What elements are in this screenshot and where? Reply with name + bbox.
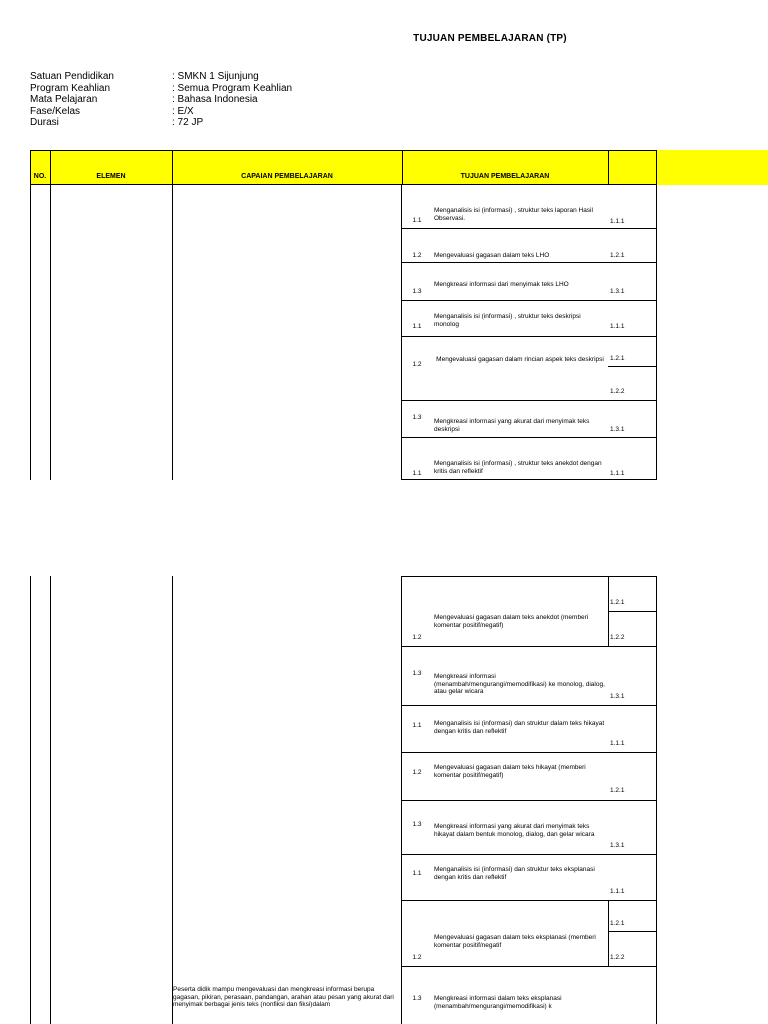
tp-number: 1.2 xyxy=(412,252,422,259)
meta-row-satuan xyxy=(30,71,292,83)
tp-text: Mengevaluasi gagasan dalam rincian aspek teks deskripsi xyxy=(436,356,604,363)
header-elemen: ELEMEN xyxy=(96,173,126,180)
tp-code: 1.3.1 xyxy=(610,288,625,295)
meta-value: : Semua Program Keahlian xyxy=(172,82,293,94)
meta-block xyxy=(30,71,292,129)
tp-text: Mengkreasi informasi dari menyimak teks LHO xyxy=(434,281,569,288)
tp-number: 1.3 xyxy=(412,995,422,1002)
grid-line xyxy=(30,576,31,1024)
grid-line xyxy=(401,854,656,855)
header-no: NO. xyxy=(33,173,47,180)
grid-line xyxy=(50,576,51,1024)
tp-code: 1.1.1 xyxy=(610,218,625,225)
tp-code: 1.2.2 xyxy=(610,634,625,641)
tp-code: 1.3.1 xyxy=(610,426,625,433)
meta-value: : E/X xyxy=(172,105,194,117)
tp-number: 1.2 xyxy=(412,769,422,776)
tp-number: 1.1 xyxy=(412,470,422,477)
grid-line xyxy=(401,336,656,337)
grid-line xyxy=(30,150,31,480)
grid-line xyxy=(401,262,656,263)
grid-line xyxy=(401,966,656,967)
tp-text: Menganalisis isi (informasi) , struktur teks anekdot dengan kritis dan reflektif xyxy=(434,460,602,475)
grid-line xyxy=(402,150,403,185)
grid-line xyxy=(608,931,656,932)
tp-code: 1.1.1 xyxy=(610,740,625,747)
grid-line xyxy=(656,576,657,1024)
header-tujuan: TUJUAN PEMBELAJARAN xyxy=(460,173,550,180)
grid-line xyxy=(401,800,656,801)
header-capaian: CAPAIAN PEMBELAJARAN xyxy=(241,173,333,180)
grid-line xyxy=(401,228,656,229)
grid-line xyxy=(401,479,656,480)
meta-label: Program Keahlian xyxy=(30,82,111,94)
tp-number: 1.3 xyxy=(412,821,422,828)
grid-line xyxy=(401,437,656,438)
meta-label: Fase/Kelas xyxy=(30,105,81,117)
tp-text: Mengkreasi informasi yang akurat dari menyimak teks deskripsi xyxy=(434,418,590,433)
tp-code: 1.1.1 xyxy=(610,323,625,330)
tp-text: Menganalisis isi (informasi) , struktur teks laporan Hasil Observasi. xyxy=(434,207,593,222)
grid-line xyxy=(30,184,656,185)
tp-text: Mengevaluasi gagasan dalam teks anekdot (memberi komentar positif/negatif) xyxy=(434,614,589,629)
tp-code: 1.3.1 xyxy=(610,693,625,700)
grid-line xyxy=(608,611,656,612)
tp-code: 1.3.1 xyxy=(610,842,625,849)
grid-line xyxy=(401,646,656,647)
meta-label: Mata Pelajaran xyxy=(30,94,98,105)
grid-line xyxy=(172,150,173,480)
grid-line xyxy=(608,150,609,185)
grid-line xyxy=(401,300,656,301)
tp-text: Mengevaluasi gagasan dalam teks hikayat (memberi komentar positif/negatif) xyxy=(434,764,586,779)
tp-number: 1.1 xyxy=(412,722,422,729)
tp-number: 1.3 xyxy=(412,288,422,295)
meta-label: Durasi xyxy=(30,117,59,128)
meta-row-mapel xyxy=(30,94,292,106)
grid-line xyxy=(172,576,173,1024)
tp-code: 1.1.1 xyxy=(610,888,625,895)
tp-code: 1.2.1 xyxy=(610,355,625,362)
tp-number: 1.3 xyxy=(412,414,422,421)
tp-code: 1.2.1 xyxy=(610,787,625,794)
tp-code: 1.2.1 xyxy=(610,252,625,259)
tp-number: 1.2 xyxy=(412,634,422,641)
tp-code: 1.2.1 xyxy=(610,920,625,927)
tp-number: 1.2 xyxy=(412,361,422,368)
grid-line xyxy=(30,150,656,151)
capaian-pembelajaran-text: Peserta didik mampu mengevaluasi dan mengkreasi informasi berupa gagasan, pikiran, perasaan, pandangan, arahan atau pesan yang akurat dari menyimak berbagai jenis teks (nonfiksi dan fiksi)dalam xyxy=(173,986,394,1008)
document-title: TUJUAN PEMBELAJARAN (TP) xyxy=(413,33,567,44)
tp-text: Menganalisis isi (informasi) dan struktur dalam teks hikayat dengan kritis dan reflektif xyxy=(434,720,605,735)
tp-text: Menganalisis isi (informasi) dan struktur teks eksplanasi dengan kritis dan reflektif xyxy=(434,866,595,881)
tp-number: 1.2 xyxy=(412,954,422,961)
meta-row-program xyxy=(30,83,292,95)
tp-code: 1.2.2 xyxy=(610,954,625,961)
grid-line xyxy=(656,184,657,480)
header-extension xyxy=(656,150,768,185)
tp-text: Menganalisis isi (informasi) , struktur teks deskripsi monolog xyxy=(434,313,581,328)
grid-line xyxy=(608,366,656,367)
grid-line xyxy=(401,900,656,901)
meta-value: : Bahasa Indonesia xyxy=(172,94,258,105)
tp-text: Mengevaluasi gagasan dalam teks LHO xyxy=(434,252,550,259)
grid-line xyxy=(50,150,51,480)
meta-value: : 72 JP xyxy=(172,117,204,128)
tp-text: Mengkreasi informasi dalam teks eksplanasi (menambah/mengurangi/memodifikasi) k xyxy=(434,995,562,1010)
grid-line xyxy=(656,150,657,185)
meta-label: Satuan Pendidikan xyxy=(30,71,114,82)
tp-code: 1.2.1 xyxy=(610,599,625,606)
grid-line xyxy=(401,400,656,401)
tp-text: Mengevaluasi gagasan dalam teks eksplanasi (memberi komentar positif/negatif xyxy=(434,934,596,949)
tp-number: 1.1 xyxy=(412,870,422,877)
grid-line xyxy=(401,705,656,706)
tp-number: 1.1 xyxy=(412,323,422,330)
meta-value: : SMKN 1 Sijunjung xyxy=(172,71,259,82)
tp-code: 1.1.1 xyxy=(610,470,625,477)
grid-line xyxy=(608,900,609,966)
meta-row-durasi xyxy=(30,117,292,129)
tp-text: Mengkreasi informasi (menambah/mengurangi/memodifikasi) ke monolog, dialog, atau gelar wicara xyxy=(434,673,605,695)
grid-line xyxy=(401,752,656,753)
tp-text: Mengkreasi informasi yang akurat dari menyimak teks hikayat dalam bentuk monolog, dialog, dan gelar wicara xyxy=(434,823,595,838)
tp-number: 1.1 xyxy=(412,217,422,224)
tp-number: 1.3 xyxy=(412,670,422,677)
grid-line xyxy=(401,576,656,577)
meta-row-fase xyxy=(30,106,292,118)
tp-code: 1.2.2 xyxy=(610,388,625,395)
